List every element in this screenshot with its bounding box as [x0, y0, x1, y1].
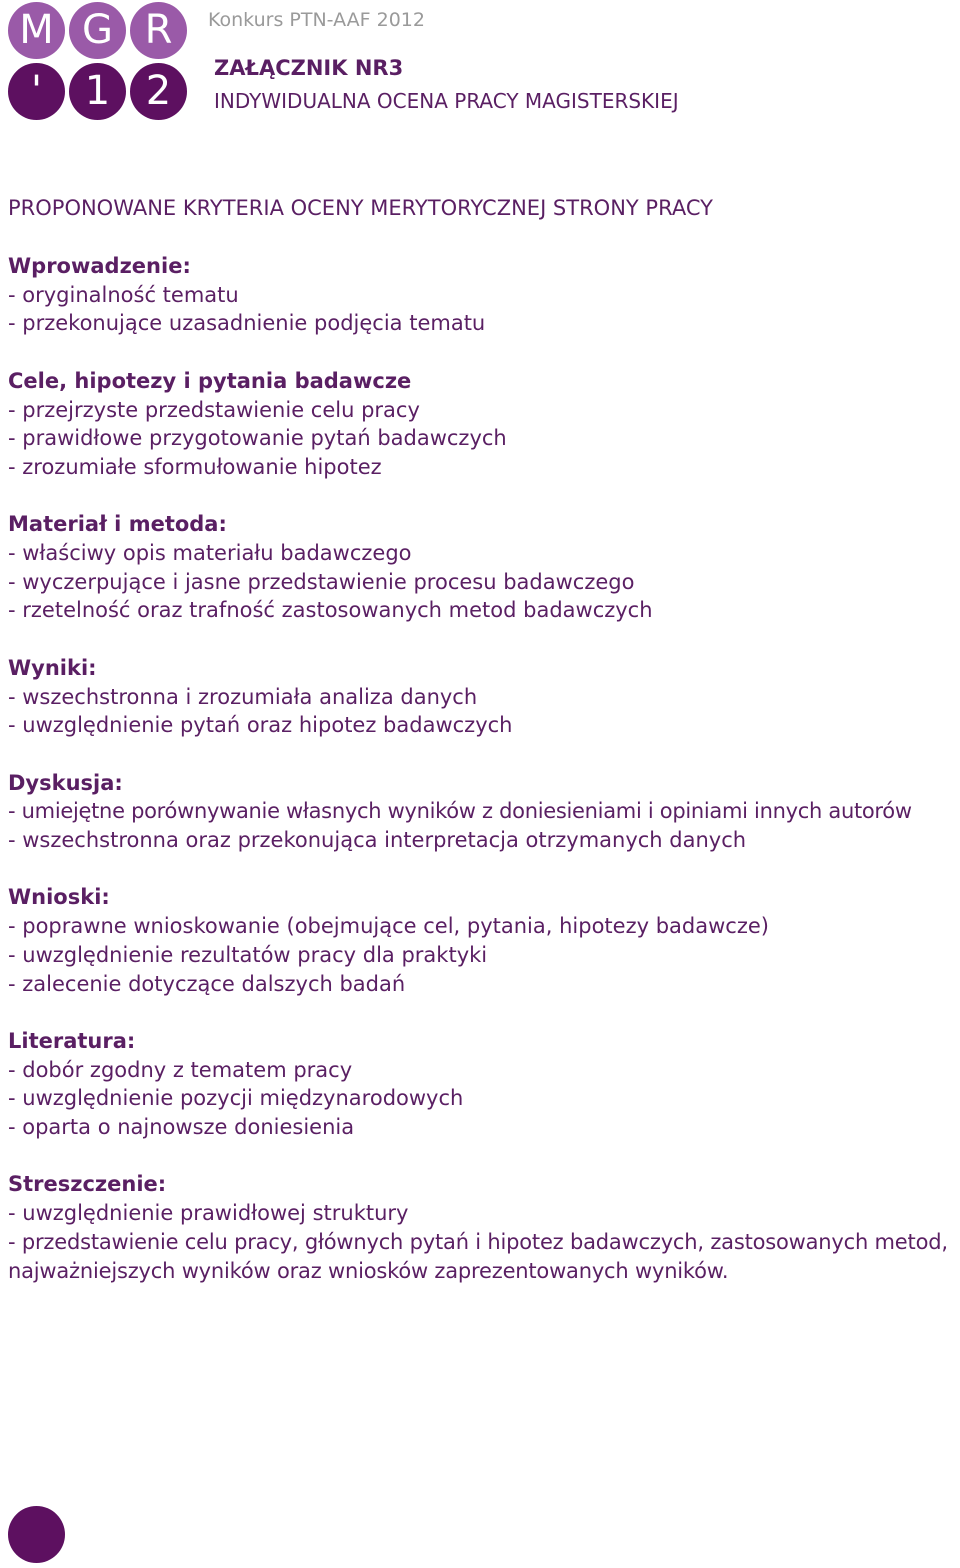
- section-title: Dyskusja:: [8, 770, 123, 795]
- list-item: - uwzględnienie prawidłowej struktury: [8, 1201, 409, 1226]
- section-discussion: [8, 769, 960, 855]
- section-title: Cele, hipotezy i pytania badawcze: [8, 368, 412, 393]
- attachment-subtitle: INDYWIDUALNA OCENA PRACY MAGISTERSKIEJ: [214, 89, 679, 113]
- list-item: - uwzględnienie rezultatów pracy dla praktyki: [8, 942, 488, 967]
- corner-circle-decoration: [8, 1506, 65, 1563]
- list-item: - poprawne wnioskowanie (obejmujące cel, pytania, hipotezy badawcze): [8, 914, 769, 939]
- list-item: - dobór zgodny z tematem pracy: [8, 1057, 353, 1082]
- section-material-method: [8, 510, 960, 625]
- logo-digit-2: 2: [130, 63, 187, 120]
- section-results: [8, 654, 960, 740]
- list-item: - przejrzyste przedstawienie celu pracy: [8, 397, 420, 422]
- list-item: - uwzględnienie pozycji międzynarodowych: [8, 1086, 464, 1111]
- section-title: Materiał i metoda:: [8, 512, 227, 537]
- logo-apostrophe: ': [8, 63, 65, 120]
- section-title: Streszczenie:: [8, 1172, 167, 1197]
- logo-letter-m: M: [8, 2, 65, 59]
- section-title: Wprowadzenie:: [8, 254, 191, 278]
- attachment-title: ZAŁĄCZNIK NR3: [214, 56, 404, 80]
- list-item: - przedstawienie celu pracy, głównych pytań i hipotez badawczych, zastosowanych metod, najważniejszych wyników oraz wniosków zaprezentowanych wyników.: [8, 1229, 948, 1283]
- logo-digit-1: 1: [69, 63, 126, 120]
- mgr12-logo: [8, 0, 188, 122]
- list-item: - wszechstronna oraz przekonująca interpretacja otrzymanych danych: [8, 828, 747, 852]
- list-item: - rzetelność oraz trafność zastosowanych metod badawczych: [8, 598, 653, 623]
- section-title: Literatura:: [8, 1028, 136, 1053]
- list-item: - przekonujące uzasadnienie podjęcia tematu: [8, 311, 486, 336]
- list-item: - wyczerpujące i jasne przedstawienie procesu badawczego: [8, 569, 635, 594]
- section-goals: [8, 367, 960, 482]
- list-item: - uwzględnienie pytań oraz hipotez badawczych: [8, 713, 513, 738]
- contest-label: [208, 9, 425, 31]
- section-abstract: [8, 1170, 960, 1285]
- list-item: - oparta o najnowsze doniesienia: [8, 1115, 355, 1139]
- criteria-sections: [8, 252, 960, 1314]
- logo-letter-r: R: [130, 2, 187, 59]
- list-item: - umiejętne porównywanie własnych wyników z doniesieniami i opiniami innych autorów: [8, 799, 912, 824]
- list-item: - wszechstronna i zrozumiała analiza danych: [8, 684, 478, 709]
- list-item: - prawidłowe przygotowanie pytań badawczych: [8, 426, 507, 451]
- section-introduction: [8, 252, 960, 338]
- list-item: - oryginalność tematu: [8, 282, 239, 307]
- page-title: PROPONOWANE KRYTERIA OCENY MERYTORYCZNEJ STRONY PRACY: [8, 196, 713, 220]
- section-title: Wyniki:: [8, 655, 97, 680]
- section-literature: [8, 1027, 960, 1142]
- list-item: - zalecenie dotyczące dalszych badań: [8, 971, 406, 996]
- contest-name: PTN-AAF 2012: [289, 9, 425, 31]
- list-item: - właściwy opis materiału badawczego: [8, 541, 412, 565]
- section-conclusions: [8, 883, 960, 998]
- list-item: - zrozumiałe sformułowanie hipotez: [8, 454, 382, 479]
- section-title: Wnioski:: [8, 885, 110, 910]
- logo-letter-g: G: [69, 2, 126, 59]
- contest-prefix: Konkurs: [208, 9, 284, 31]
